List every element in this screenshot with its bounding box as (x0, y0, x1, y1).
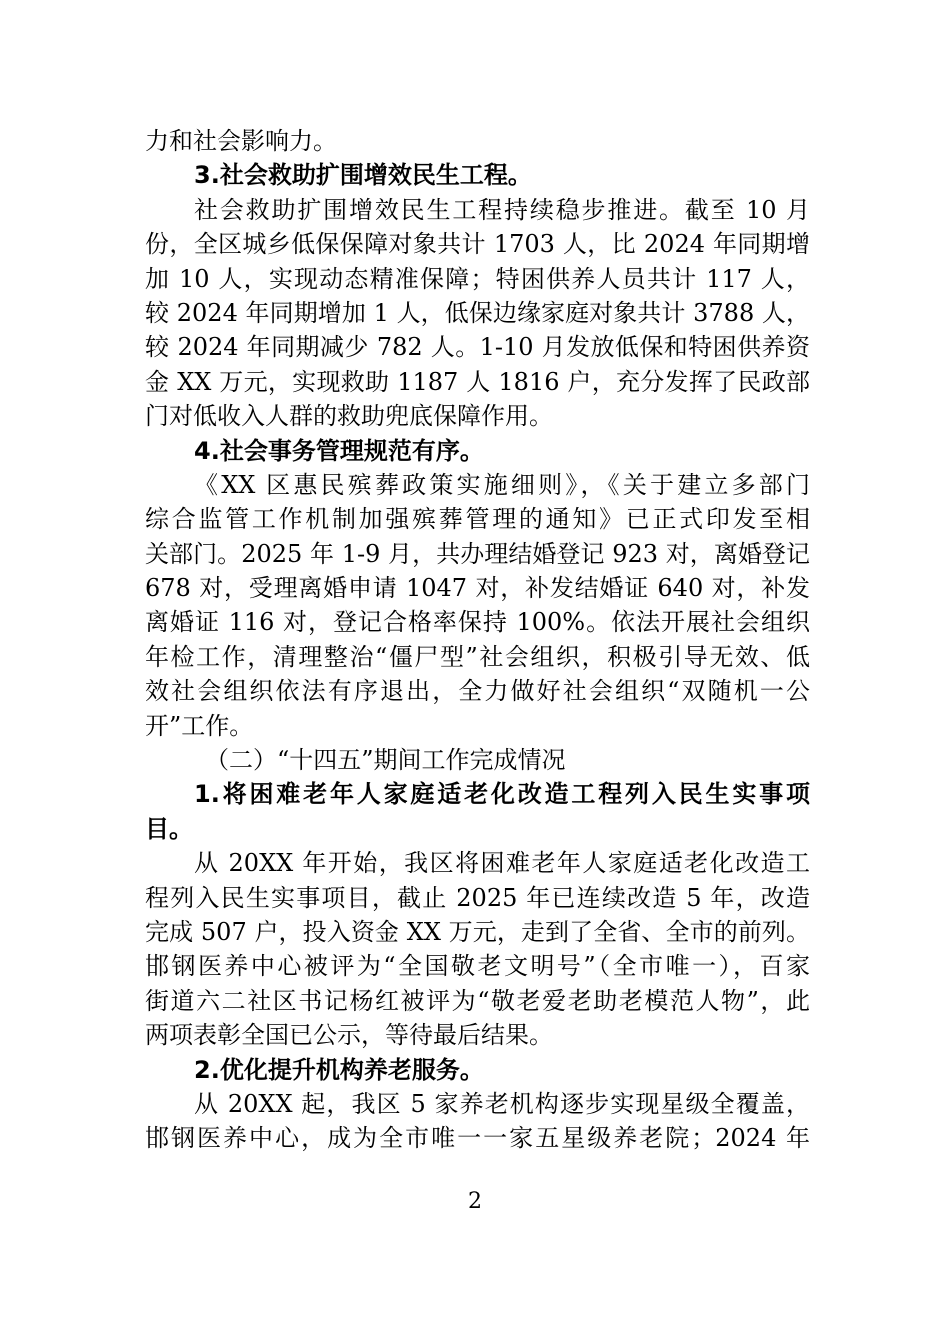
paragraph-line: 金 XX 万元，实现救助 1187 人 1816 户，充分发挥了民政部 (145, 367, 810, 396)
section-heading-4: 4.社会事务管理规范有序。 (194, 436, 484, 465)
paragraph-line: 完成 507 户，投入资金 XX 万元，走到了全省、全市的前列。 (145, 917, 810, 946)
paragraph-line: 效社会组织依法有序退出，全力做好社会组织“双随机一公 (145, 677, 810, 706)
paragraph-line: 两项表彰全国已公示，等待最后结果。 (145, 1021, 553, 1050)
section-heading-3: 3.社会救助扩围增效民生工程。 (194, 161, 532, 190)
paragraph-line: 较 2024 年同期减少 782 人。1-10 月发放低保和特困供养资 (145, 333, 810, 362)
paragraph-line: 综合监管工作机制加强殡葬管理的通知》已正式印发至相 (145, 505, 810, 534)
paragraph-line: 从 20XX 起，我区 5 家养老机构逐步实现星级全覆盖， (194, 1089, 810, 1118)
section-heading-1: 1.将困难老年人家庭适老化改造工程列入民生实事项 (194, 780, 810, 809)
subsection-heading: （二）“十四五”期间工作完成情况 (205, 746, 566, 775)
paragraph-line: 门对低收入人群的救助兜底保障作用。 (145, 402, 553, 431)
paragraph-line: 《XX 区惠民殡葬政策实施细则》，《关于建立多部门 (194, 470, 810, 499)
paragraph-line: 关部门。2025 年 1-9 月，共办理结婚登记 923 对，离婚登记 (145, 539, 810, 568)
section-heading-1-cont: 目。 (145, 814, 193, 843)
paragraph-line: 年检工作，清理整治“僵尸型”社会组织，积极引导无效、低 (145, 642, 810, 671)
paragraph-line: 力和社会影响力。 (145, 127, 337, 155)
paragraph-line: 从 20XX 年开始，我区将困难老年人家庭适老化改造工 (194, 849, 810, 878)
paragraph-line: 份，全区城乡低保保障对象共计 1703 人，比 2024 年同期增 (145, 230, 810, 259)
paragraph-line: 邯钢医养中心，成为全市唯一一家五星级养老院；2024 年 (145, 1124, 810, 1153)
document-body (145, 124, 810, 1156)
page-number: 2 (468, 1189, 482, 1214)
paragraph-line: 678 对，受理离婚申请 1047 对，补发结婚证 640 对，补发 (145, 574, 810, 603)
section-heading-2: 2.优化提升机构养老服务。 (194, 1055, 484, 1084)
paragraph-line: 较 2024 年同期增加 1 人，低保边缘家庭对象共计 3788 人， (145, 298, 810, 327)
paragraph-line: 社会救助扩围增效民生工程持续稳步推进。截至 10 月 (194, 195, 810, 224)
paragraph-line: 程列入民生实事项目，截止 2025 年已连续改造 5 年，改造 (145, 883, 810, 912)
paragraph-line: 开”工作。 (145, 711, 254, 740)
paragraph-line: 街道六二社区书记杨红被评为“敬老爱老助老模范人物”，此 (145, 986, 810, 1015)
paragraph-line: 邯钢医养中心被评为“全国敬老文明号”（全市唯一），百家 (145, 952, 810, 981)
paragraph-line: 离婚证 116 对，登记合格率保持 100%。依法开展社会组织 (145, 608, 810, 637)
paragraph-line: 加 10 人，实现动态精准保障；特困供养人员共计 117 人， (145, 264, 810, 293)
